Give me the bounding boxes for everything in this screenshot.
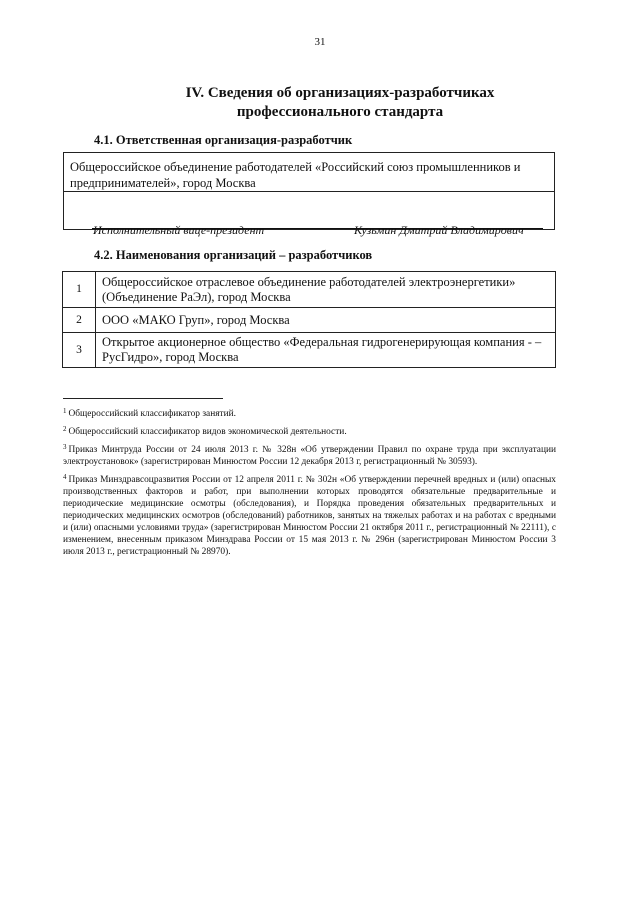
org-name: Открытое акционерное общество «Федеральная гидрогенерирующая компания - – РусГидро», город Москва (96, 333, 556, 368)
responsible-org-divider (64, 191, 554, 192)
row-number: 2 (63, 308, 96, 333)
footnote (63, 423, 556, 438)
row-number: 1 (63, 272, 96, 308)
row-number: 3 (63, 333, 96, 368)
footnote-mark: 1 (63, 407, 67, 415)
footnote-mark: 2 (63, 425, 67, 433)
signer-name: Кузьмин Дмитрий Владимирович (354, 223, 524, 237)
footnote-text: Общероссийский классификатор видов экономической деятельности. (68, 427, 347, 437)
footnote (63, 471, 556, 558)
org-name: Общероссийское отраслевое объединение работодателей электроэнергетики» (Объединение РаЭл), город Москва (96, 272, 556, 308)
developer-orgs-heading: 4.2. Наименования организаций – разработчиков (94, 248, 373, 262)
responsible-org-box (63, 152, 555, 237)
page-number: 31 (314, 36, 326, 48)
section-title-line-1: IV. Сведения об организациях-разработчиках (185, 85, 495, 101)
responsible-org-heading: 4.1. Ответственная организация-разработчик (94, 133, 353, 147)
footnote-separator (63, 398, 223, 399)
signer-role: Исполнительный вице-президент (93, 223, 265, 237)
footnote-text: Общероссийский классификатор занятий. (68, 409, 236, 419)
footnote-text: Приказ Минздравсоцразвития России от 12 апреля 2011 г. № 302н «Об утверждении перечней вредных и (или) опасных производственных факторов и работ, при выполнении которых проводятся обязательные предварительные и периодические медицинские осмотры (обследования), и Порядка проведения обязательных предварительных и периодических медицинских осмотров (обследований) работников, занятых на тяжелых работах и на работах с вредными и (или) опасными условиями труда» (зарегистрирован Минюстом России 21 октября 2011 г., регистрационный № 22111), с изменением, внесенным приказом Минздрава России от 15 мая 2013 г. № 296н (зарегистрирован Минюстом России 3 июля 2013 г., регистрационный № 28970). (63, 475, 556, 557)
section-title-line-2: профессионального стандарта (236, 104, 444, 120)
table-row (63, 272, 556, 308)
responsible-org-name: Общероссийское объединение работодателей «Российский союз промышленников и предпринимателей», город Москва (70, 160, 521, 190)
footnote-text: Приказ Минтруда России от 24 июля 2013 г. № 328н «Об утверждении Правил по охране труда при эксплуатации электроустановок» (зарегистрирован Минюстом России 12 декабря 2013 г, регистрационный № 30593). (63, 445, 556, 467)
footnotes (63, 405, 556, 561)
signature-line (92, 228, 543, 229)
section-title (100, 84, 580, 122)
footnote-mark: 3 (63, 443, 67, 451)
table-row (63, 333, 556, 368)
footnote-mark: 4 (63, 473, 67, 481)
footnote (63, 405, 556, 420)
org-name: ООО «МАКО Груп», город Москва (96, 308, 556, 333)
table-row (63, 308, 556, 333)
developer-orgs-table (62, 271, 556, 368)
footnote (63, 441, 556, 468)
